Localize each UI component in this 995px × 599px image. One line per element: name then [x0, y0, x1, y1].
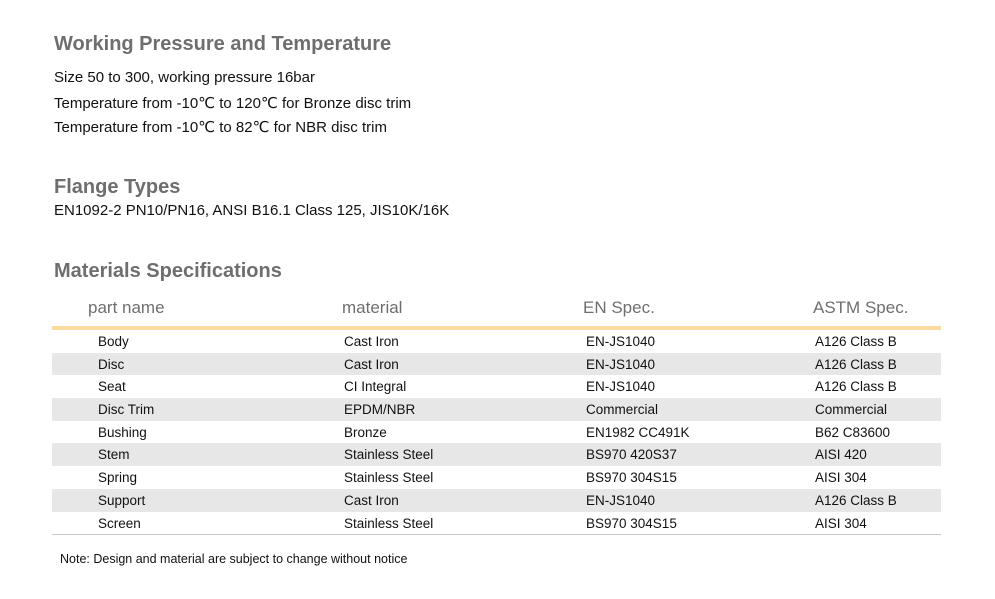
- cell-en-spec: EN-JS1040: [586, 356, 656, 372]
- header-astm-spec: ASTM Spec.: [813, 298, 909, 317]
- cell-en-spec: EN1982 CC491K: [586, 424, 690, 440]
- table-row: [52, 443, 941, 466]
- cell-en-spec: EN-JS1040: [586, 334, 656, 349]
- table-row: [52, 512, 941, 535]
- cell-part: Stem: [98, 447, 130, 463]
- cell-astm-spec: A126 Class B: [815, 356, 897, 372]
- cell-material: Bronze: [344, 424, 387, 440]
- cell-astm-spec: B62 C83600: [815, 424, 891, 440]
- change-notice: Note: Design and material are subject to change without notice: [60, 552, 408, 566]
- cell-part: Seat: [98, 379, 126, 395]
- flange-types-heading: Flange Types: [54, 176, 181, 198]
- cell-part: Disc Trim: [98, 402, 155, 418]
- pressure-line-nbr: Temperature from -10℃ to 82℃ for NBR disc trim: [54, 119, 387, 136]
- table-row: [52, 330, 941, 353]
- pressure-line-bronze: Temperature from -10℃ to 120℃ for Bronze disc trim: [54, 95, 412, 112]
- cell-material: Stainless Steel: [344, 447, 434, 463]
- cell-material: Cast Iron: [344, 334, 399, 349]
- cell-astm-spec: AISI 420: [815, 447, 867, 463]
- materials-table: [52, 294, 941, 535]
- cell-part: Support: [98, 492, 146, 508]
- cell-material: Stainless Steel: [344, 470, 434, 486]
- materials-heading: Materials Specifications: [54, 260, 282, 282]
- flange-types-text: EN1092-2 PN10/PN16, ANSI B16.1 Class 125, JIS10K/16K: [54, 202, 450, 219]
- table-row: [52, 353, 941, 376]
- cell-part: Spring: [98, 470, 138, 486]
- cell-en-spec: Commercial: [586, 402, 659, 418]
- cell-material: Stainless Steel: [344, 515, 434, 531]
- cell-part: Screen: [98, 515, 141, 531]
- cell-en-spec: EN-JS1040: [586, 379, 656, 395]
- table-header: [52, 294, 941, 330]
- header-part-name: part name: [88, 298, 165, 317]
- cell-en-spec: BS970 304S15: [586, 470, 677, 486]
- cell-en-spec: BS970 304S15: [586, 515, 677, 531]
- working-pressure-heading: Working Pressure and Temperature: [54, 33, 392, 55]
- cell-material: CI Integral: [344, 379, 407, 395]
- cell-astm-spec: AISI 304: [815, 515, 867, 531]
- cell-astm-spec: AISI 304: [815, 470, 867, 486]
- cell-part: Bushing: [98, 424, 147, 440]
- header-en-spec: EN Spec.: [583, 298, 655, 317]
- table-row: [52, 466, 941, 489]
- table-row: [52, 398, 941, 421]
- pressure-line-size: Size 50 to 300, working pressure 16bar: [54, 69, 315, 86]
- table-row: [52, 375, 941, 398]
- cell-astm-spec: A126 Class B: [815, 492, 897, 508]
- cell-part: Body: [98, 334, 129, 349]
- cell-astm-spec: Commercial: [815, 402, 888, 418]
- cell-material: Cast Iron: [344, 492, 399, 508]
- cell-material: Cast Iron: [344, 356, 399, 372]
- table-row: [52, 421, 941, 444]
- cell-en-spec: EN-JS1040: [586, 492, 656, 508]
- table-bottom-rule: [52, 534, 941, 535]
- cell-astm-spec: A126 Class B: [815, 379, 897, 395]
- cell-astm-spec: A126 Class B: [815, 334, 897, 349]
- cell-part: Disc: [98, 356, 125, 372]
- table-row: [52, 489, 941, 512]
- cell-material: EPDM/NBR: [344, 402, 416, 418]
- header-material: material: [342, 298, 403, 317]
- cell-en-spec: BS970 420S37: [586, 447, 677, 463]
